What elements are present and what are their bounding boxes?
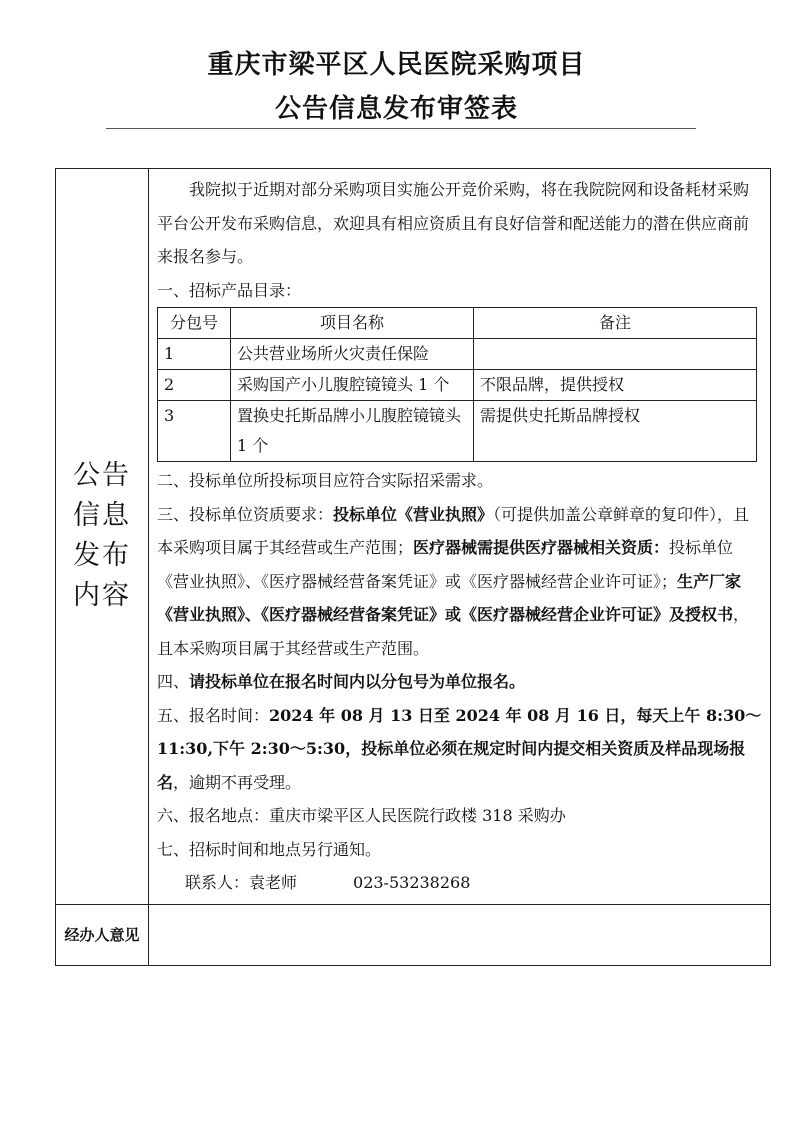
- item-5-bold: 2024 年 08 月 13 日至 2024 年 08 月 16 日，每天上午 8:30～11:30,下午 2:30～5:30，投标单位必须在规定时间内提交相关资质及样品现场报名: [157, 705, 762, 792]
- opinion-label: 经办人意见: [64, 925, 140, 944]
- item-3-bold-3: 生产厂家《营业执照》、《医疗器械经营备案凭证》或《医疗器械经营企业许可证》及授权书: [157, 571, 742, 624]
- title-divider: [106, 128, 696, 129]
- cell-package-no: 2: [158, 370, 231, 401]
- header-project-name: 项目名称: [231, 308, 474, 339]
- item-3-bold-2: 医疗器械需提供医疗器械相关资质：: [413, 538, 670, 557]
- cell-project-name: 公共营业场所火灾责任保险: [231, 339, 474, 370]
- item-3-prefix: 三、投标单位资质要求：: [157, 504, 334, 524]
- item-2: 二、投标单位所投标项目应符合实际招采需求。: [157, 471, 494, 490]
- cell-package-no: 3: [158, 401, 231, 462]
- item-7: 七、招标时间和地点另行通知。: [157, 839, 382, 859]
- item-3-bold-1: 投标单位《营业执照》: [333, 504, 494, 524]
- item-3-text-1: （可提供加盖公章鲜章的复印件），且本采购项目属于其经营或生产范围；: [157, 504, 750, 557]
- cell-note: 不限品牌，提供授权: [474, 370, 757, 401]
- item-4-prefix: 四、: [157, 672, 190, 691]
- item-6: 六、报名地点：重庆市梁平区人民医院行政楼 318 采购办: [157, 806, 566, 825]
- item-3: [157, 498, 764, 666]
- item-4-bold: 请投标单位在报名时间内以分包号为单位报名。: [189, 672, 526, 691]
- contact-line: [157, 866, 764, 900]
- intro-paragraph: 我院拟于近期对部分采购项目实施公开竞价采购，将在我院院网和设备耗材采购平台公开发布采购信息，欢迎具有相应资质且有良好信誉和配送能力的潜在供应商前来报名参与。: [157, 180, 750, 266]
- header-note: 备注: [474, 308, 757, 339]
- approval-form: [55, 168, 771, 966]
- page-title-line1: 重庆市梁平区人民医院采购项目: [207, 50, 586, 80]
- contact-person: 联系人：袁老师: [185, 873, 298, 892]
- content-cell: [149, 169, 771, 905]
- item-5: [157, 699, 764, 800]
- item-4: [157, 665, 764, 699]
- cell-note: 需提供史托斯品牌授权: [474, 401, 757, 462]
- cell-project-name: 采购国产小儿腹腔镜镜头 1 个: [231, 370, 474, 401]
- table-row: [158, 339, 757, 370]
- page-title-line2: 公告信息发布审签表: [274, 94, 518, 124]
- package-table: [157, 307, 757, 462]
- table-row: [158, 370, 757, 401]
- header-package-no: 分包号: [158, 308, 231, 339]
- catalog-heading: 一、招标产品目录：: [157, 280, 302, 300]
- table-header-row: [158, 308, 757, 339]
- content-row: [56, 169, 771, 905]
- content-label-cell: [56, 169, 149, 905]
- item-3-text-3: ，且本采购项目属于其经营或生产范围。: [157, 605, 750, 658]
- cell-package-no: 1: [158, 339, 231, 370]
- cell-note: [474, 339, 757, 370]
- item-5-text: ，逾期不再受理。: [173, 772, 302, 792]
- contact-phone: 023-53238268: [353, 873, 471, 892]
- section-label: 公告信息发布内容: [73, 460, 131, 612]
- item-5-prefix: 五、报名时间：: [157, 705, 270, 725]
- item-3-text-2: 投标单位《营业执照》、《医疗器械经营备案凭证》或《医疗器械经营企业许可证》；: [157, 538, 734, 591]
- cell-project-name: 置换史托斯品牌小儿腹腔镜镜头 1 个: [231, 401, 474, 462]
- opinion-label-cell: [56, 904, 149, 965]
- table-row: [158, 401, 757, 462]
- opinion-row: [56, 904, 771, 965]
- opinion-field[interactable]: [149, 904, 771, 965]
